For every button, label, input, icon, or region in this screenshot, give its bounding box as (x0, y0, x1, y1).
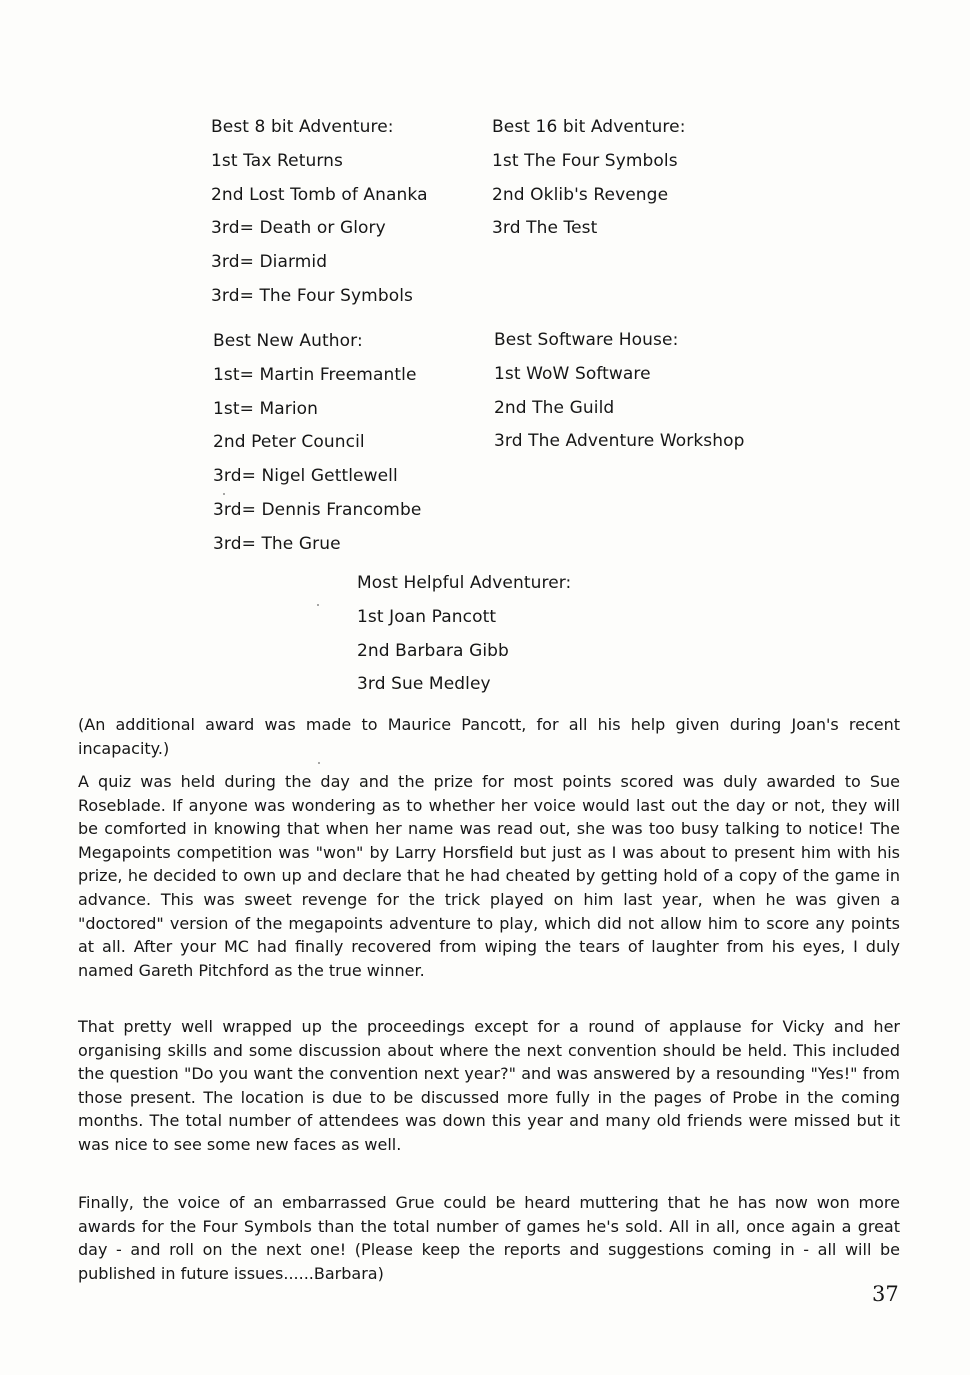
paragraph-additional-award: (An additional award was made to Maurice Pancott, for all his help given during Joan's recent incapacity.) (78, 715, 900, 758)
award-entry: 2nd Barbara Gibb (357, 640, 509, 661)
award-entry: 1st= Marion (213, 398, 319, 419)
award-entry: 2nd The Guild (494, 397, 615, 418)
award-entry: 3rd= Diarmid (211, 252, 328, 273)
award-entry: 1st Tax Returns (211, 150, 343, 171)
award-entry: 2nd Lost Tomb of Ananka (211, 184, 428, 205)
award-entry: 3rd= Dennis Francombe (213, 499, 422, 520)
award-heading: Best New Author: (213, 331, 363, 351)
award-entry: 1st WoW Software (494, 363, 651, 384)
award-entry: 3rd= Nigel Gettlewell (213, 466, 398, 487)
best-software-house-list (494, 324, 745, 459)
award-entry: 3rd= The Four Symbols (211, 285, 413, 306)
paragraph-proceedings: That pretty well wrapped up the proceedings except for a round of applause for Vicky and her organising skills and some discussion about where the next convention should be held. This included the question "Do you want the convention next year?" and was answered by a resounding "Yes!" from those present. The location is due to be discussed more fully in the pages of Probe in the coming months. The total number of attendees was down this year and many old friends were missed but it was nice to see some new faces as well. (78, 1017, 900, 1154)
best-16bit-adventure-list (492, 111, 686, 246)
best-new-author-list (213, 325, 421, 562)
award-entry: 1st Joan Pancott (357, 606, 497, 627)
award-entry: 3rd The Test (492, 218, 598, 239)
award-entry: 3rd Sue Medley (357, 674, 491, 695)
scan-speck (223, 493, 225, 495)
best-8bit-adventure-list (211, 111, 428, 314)
award-heading: Best Software House: (494, 330, 679, 350)
award-entry: 2nd Oklib's Revenge (492, 184, 669, 205)
award-entry: 3rd= The Grue (213, 533, 341, 554)
award-entry: 1st The Four Symbols (492, 150, 678, 171)
award-heading: Best 8 bit Adventure: (211, 117, 394, 137)
award-entry: 1st= Martin Freemantle (213, 364, 417, 385)
scan-speck (318, 762, 320, 764)
award-heading: Best 16 bit Adventure: (492, 117, 686, 137)
page-number: 37 (872, 1282, 899, 1306)
paragraph-quiz: A quiz was held during the day and the prize for most points scored was duly awarded to Sue Roseblade. If anyone was wondering as to whether her voice would last out the day or not, they will be comforted in knowing that when her name was read out, she was too busy talking to notice! The Megapoints competition was "won" by Larry Horsfield but just as I was about to present him with his prize, he decided to own up and declare that he had cheated by getting hold of a copy of the game in advance. This was sweet revenge for the trick played on him last year, when he was given a "doctored" version of the megapoints adventure to play, which did not allow him to score any points at all. After your MC had finally recovered from wiping the tears of laughter from his eyes, I duly named Gareth Pitchford as the true winner. (78, 772, 900, 980)
award-entry: 3rd= Death or Glory (211, 218, 386, 239)
award-entry: 2nd Peter Council (213, 432, 365, 453)
award-heading: Most Helpful Adventurer: (357, 573, 572, 593)
award-entry: 3rd The Adventure Workshop (494, 431, 745, 452)
paragraph-closing: Finally, the voice of an embarrassed Grue could be heard muttering that he has now won more awards for the Four Symbols than the total number of games he's sold. All in all, once again a great day - and roll on the next one! (Please keep the reports and suggestions coming in - all will be published in future issues......Barbara) (78, 1193, 900, 1283)
most-helpful-adventurer-list (357, 567, 571, 702)
scan-speck (317, 604, 319, 606)
